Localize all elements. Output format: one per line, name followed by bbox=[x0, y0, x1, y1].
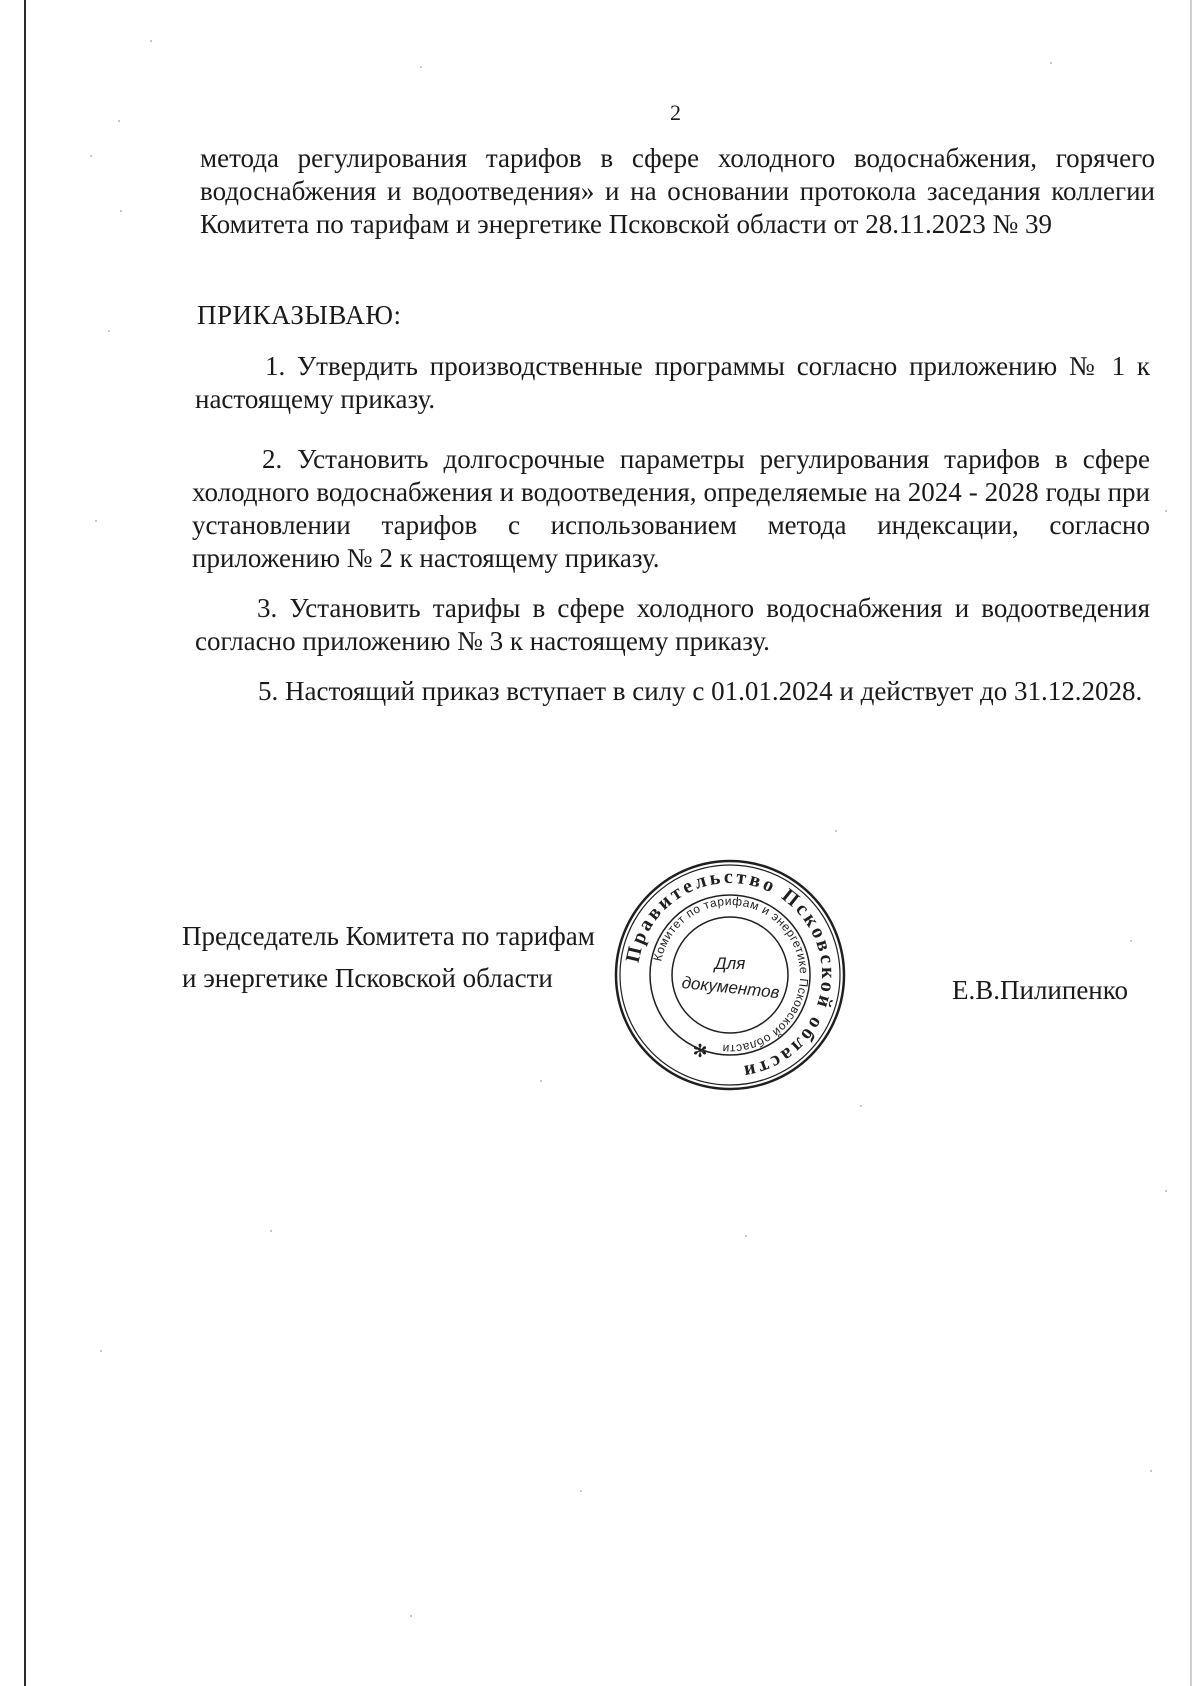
scan-speck bbox=[1050, 62, 1052, 64]
scan-speck bbox=[90, 155, 92, 157]
scan-speck bbox=[1150, 1470, 1152, 1472]
order-item-1: 1. Утвердить производственные программы согласно приложению № 1 к настоящему приказу. bbox=[195, 351, 1150, 414]
order-item-2: 2. Установить долгосрочные параметры регулирования тарифов в сфере холодного водоснабжения и водоотведения, определяемые на 2024 - 2028 годы при установлении тарифов с использованием метода индексации, согласно приложению № 2 к настоящему приказу. bbox=[192, 444, 1150, 573]
order-item-5: 5. Настоящий приказ вступает в силу с 01.01.2024 и действует до 31.12.2028. bbox=[258, 676, 1143, 706]
intro-paragraph: метода регулирования тарифов в сфере холодного водоснабжения, горячего водоснабжения и водоотведения» и на основании протокола заседания коллегии Комитета по тарифам и энергетике Псковской области от 28.11.2023 № 39 bbox=[200, 143, 1155, 239]
scan-speck bbox=[95, 520, 97, 522]
signatory-title-line-1: Председатель Комитета по тарифам bbox=[182, 921, 595, 951]
stamp-star-icon: ✻ bbox=[692, 1041, 708, 1062]
order-item-3: 3. Установить тарифы в сфере холодного водоснабжения и водоотведения согласно приложению № 3 к настоящему приказу. bbox=[195, 593, 1150, 656]
scan-speck bbox=[150, 40, 152, 42]
signatory-title bbox=[182, 915, 595, 999]
scan-speck bbox=[420, 66, 422, 68]
scan-speck bbox=[1165, 1190, 1167, 1192]
stamp-center-line-1: Для bbox=[714, 954, 746, 973]
scan-speck bbox=[1130, 940, 1132, 942]
page-left-edge bbox=[24, 0, 26, 1686]
official-stamp-seal bbox=[612, 857, 848, 1093]
stamp-center-line-2: документов bbox=[680, 972, 781, 1003]
scan-speck bbox=[580, 1490, 582, 1492]
scan-speck bbox=[120, 210, 122, 212]
scan-speck bbox=[108, 330, 110, 332]
stamp-inner-text: Комитет по тарифам и энергетике Псковской области bbox=[650, 893, 812, 1057]
scan-speck bbox=[100, 1350, 102, 1352]
order-heading: ПРИКАЗЫВАЮ: bbox=[197, 300, 402, 330]
scan-speck bbox=[118, 120, 120, 122]
stamp-outer-text: Правительство Псковской области bbox=[621, 865, 840, 1084]
scan-speck bbox=[745, 1235, 747, 1237]
page-number: 2 bbox=[670, 100, 681, 125]
scan-speck bbox=[860, 1105, 862, 1107]
signatory-title-line-2: и энергетике Псковской области bbox=[182, 963, 553, 993]
signatory-name: Е.В.Пилипенко bbox=[952, 975, 1129, 1005]
scan-speck bbox=[540, 1080, 542, 1082]
scan-speck bbox=[835, 830, 837, 832]
scan-speck bbox=[270, 1230, 272, 1232]
scan-speck bbox=[410, 1615, 412, 1617]
page-right-edge bbox=[1190, 0, 1192, 1686]
scan-speck bbox=[1165, 510, 1167, 512]
